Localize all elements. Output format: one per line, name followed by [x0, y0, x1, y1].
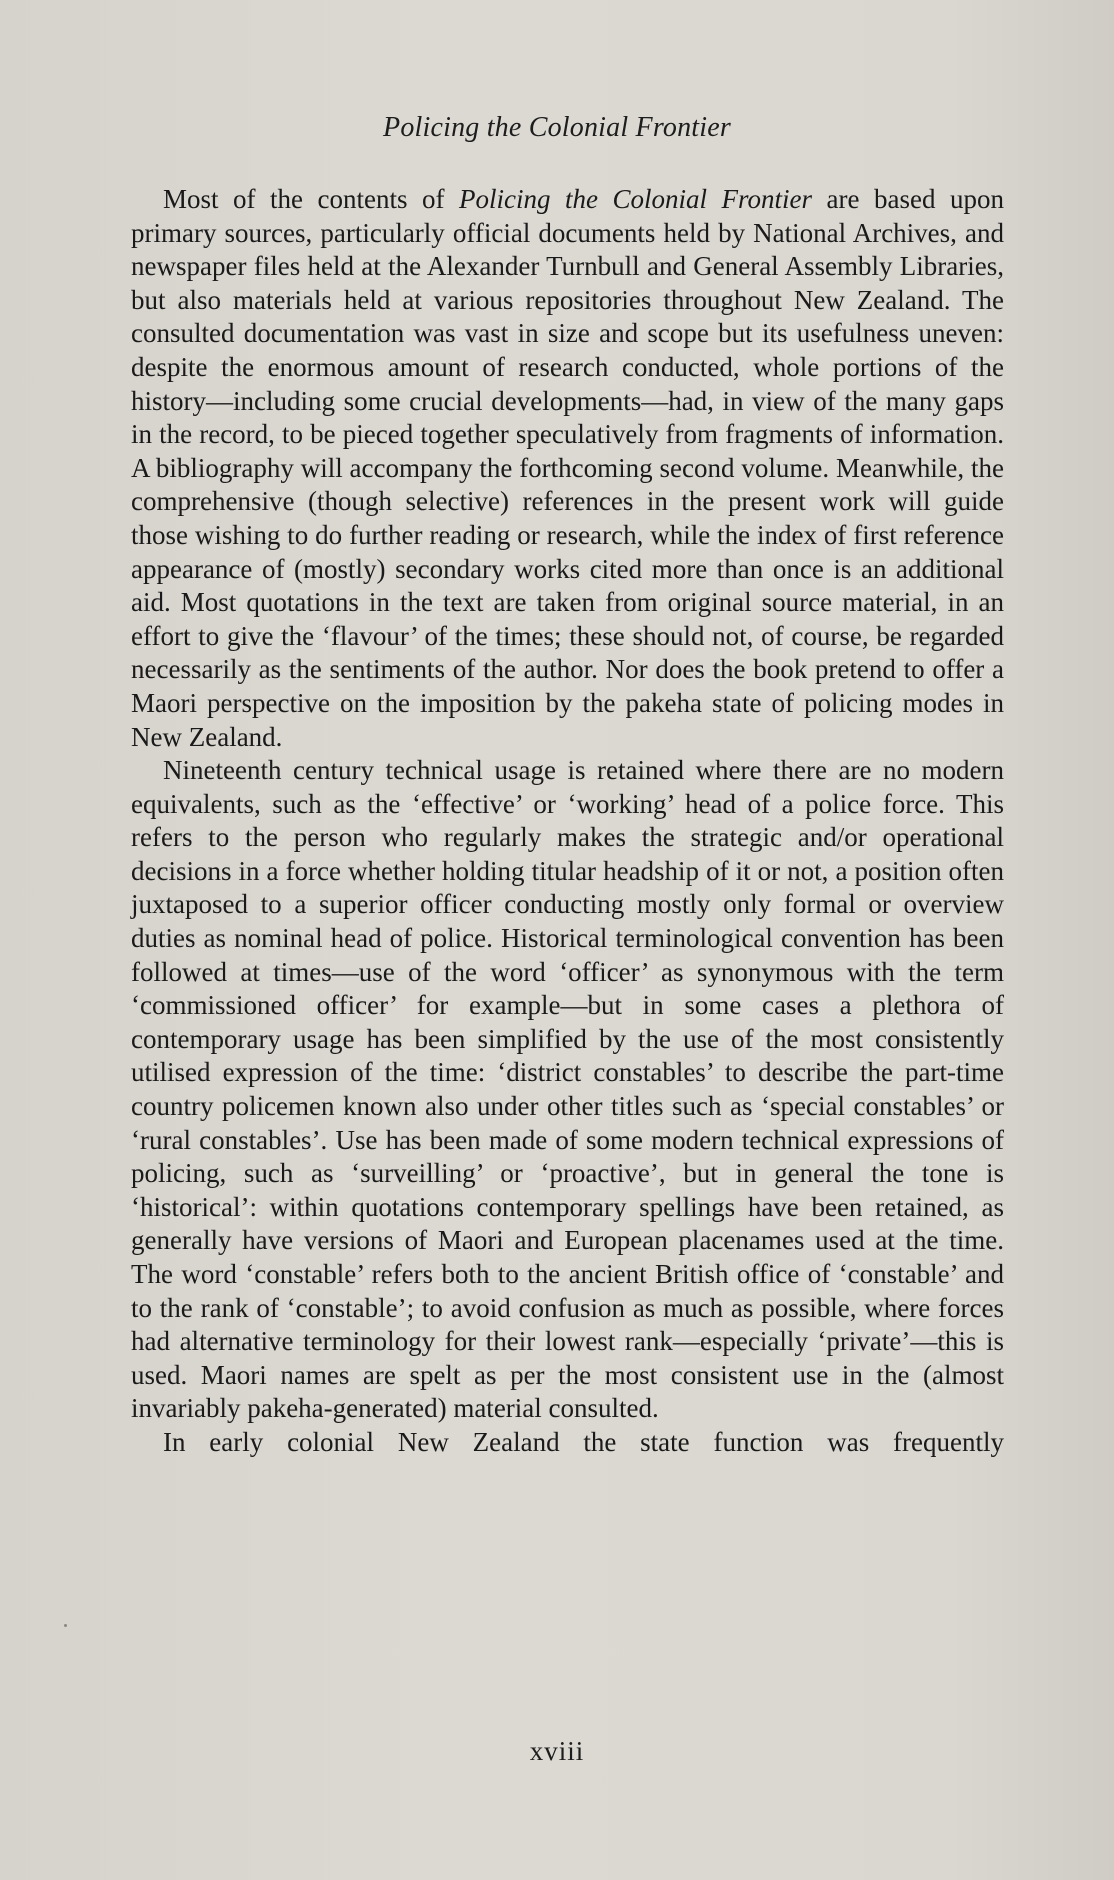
paragraph-3: In early colonial New Zealand the state function was frequently [163, 1426, 1004, 1457]
paragraph-1-lead: Most of the contents of [163, 184, 460, 214]
paragraph-1-rest: are based upon primary sources, particularly official documents held by National Archives, and newspaper files held at the Alexander Turnbull and General Assembly Libraries, but also materials held at various repositories throughout New Zealand. The consulted documentation was vast in size and scope but its usefulness uneven: despite the enormous amount of research conducted, whole portions of the history—including some crucial developments—had, in view of the many gaps in the record, to be pieced together speculatively from fragments of information. A bibliography will accompany the forthcoming second volume. Meanwhile, the comprehensive (though selective) references in the present work will guide those wishing to do further reading or research, while the index of first reference appearance of (mostly) secondary works cited more than once is an additional aid. Most quotations in the text are taken from original source material, in an effort to give the ‘flavour’ of the times; these should not, of course, be regarded necessarily as the sentiments of the author. Nor does the book pretend to offer a Maori perspective on the imposition by the pakeha state of policing modes in New Zealand. [131, 184, 1004, 752]
paper-speck [64, 1624, 67, 1627]
body-text [131, 183, 1004, 1460]
running-head-title: Policing the Colonial Frontier [383, 112, 731, 143]
book-title-italic: Policing the Colonial Frontier [459, 184, 813, 214]
paragraph-1 [131, 183, 1004, 754]
page-number: xviii [529, 1736, 585, 1766]
paragraph-2: Nineteenth century technical usage is retained where there are no modern equivalents, such as the ‘effective’ or ‘working’ head of a police force. This refers to the person who regularly makes the strategic and/or operational decisions in a force whether holding titular headship of it or not, a position often juxtaposed to a superior officer conducting mostly only formal or overview duties as nominal head of police. Historical terminological convention has been followed at times—use of the word ‘officer’ as synonymous with the term ‘commissioned officer’ for example—but in some cases a plethora of contemporary usage has been simplified by the use of the most consistently utilised expression of the time: ‘district constables’ to describe the part-time country policemen known also under other titles such as ‘special constables’ or ‘rural constables’. Use has been made of some modern technical expressions of policing, such as ‘surveilling’ or ‘proactive’, but in general the tone is ‘historical’: within quotations contemporary spellings have been retained, as generally have versions of Maori and European placenames used at the time. The word ‘constable’ refers both to the ancient British office of ‘constable’ and to the rank of ‘constable’; to avoid confusion as much as possible, where forces had alternative terminology for their lowest rank—especially ‘private’—this is used. Maori names are spelt as per the most consistent use in the (almost invariably pakeha-generated) material consulted. [131, 755, 1004, 1424]
